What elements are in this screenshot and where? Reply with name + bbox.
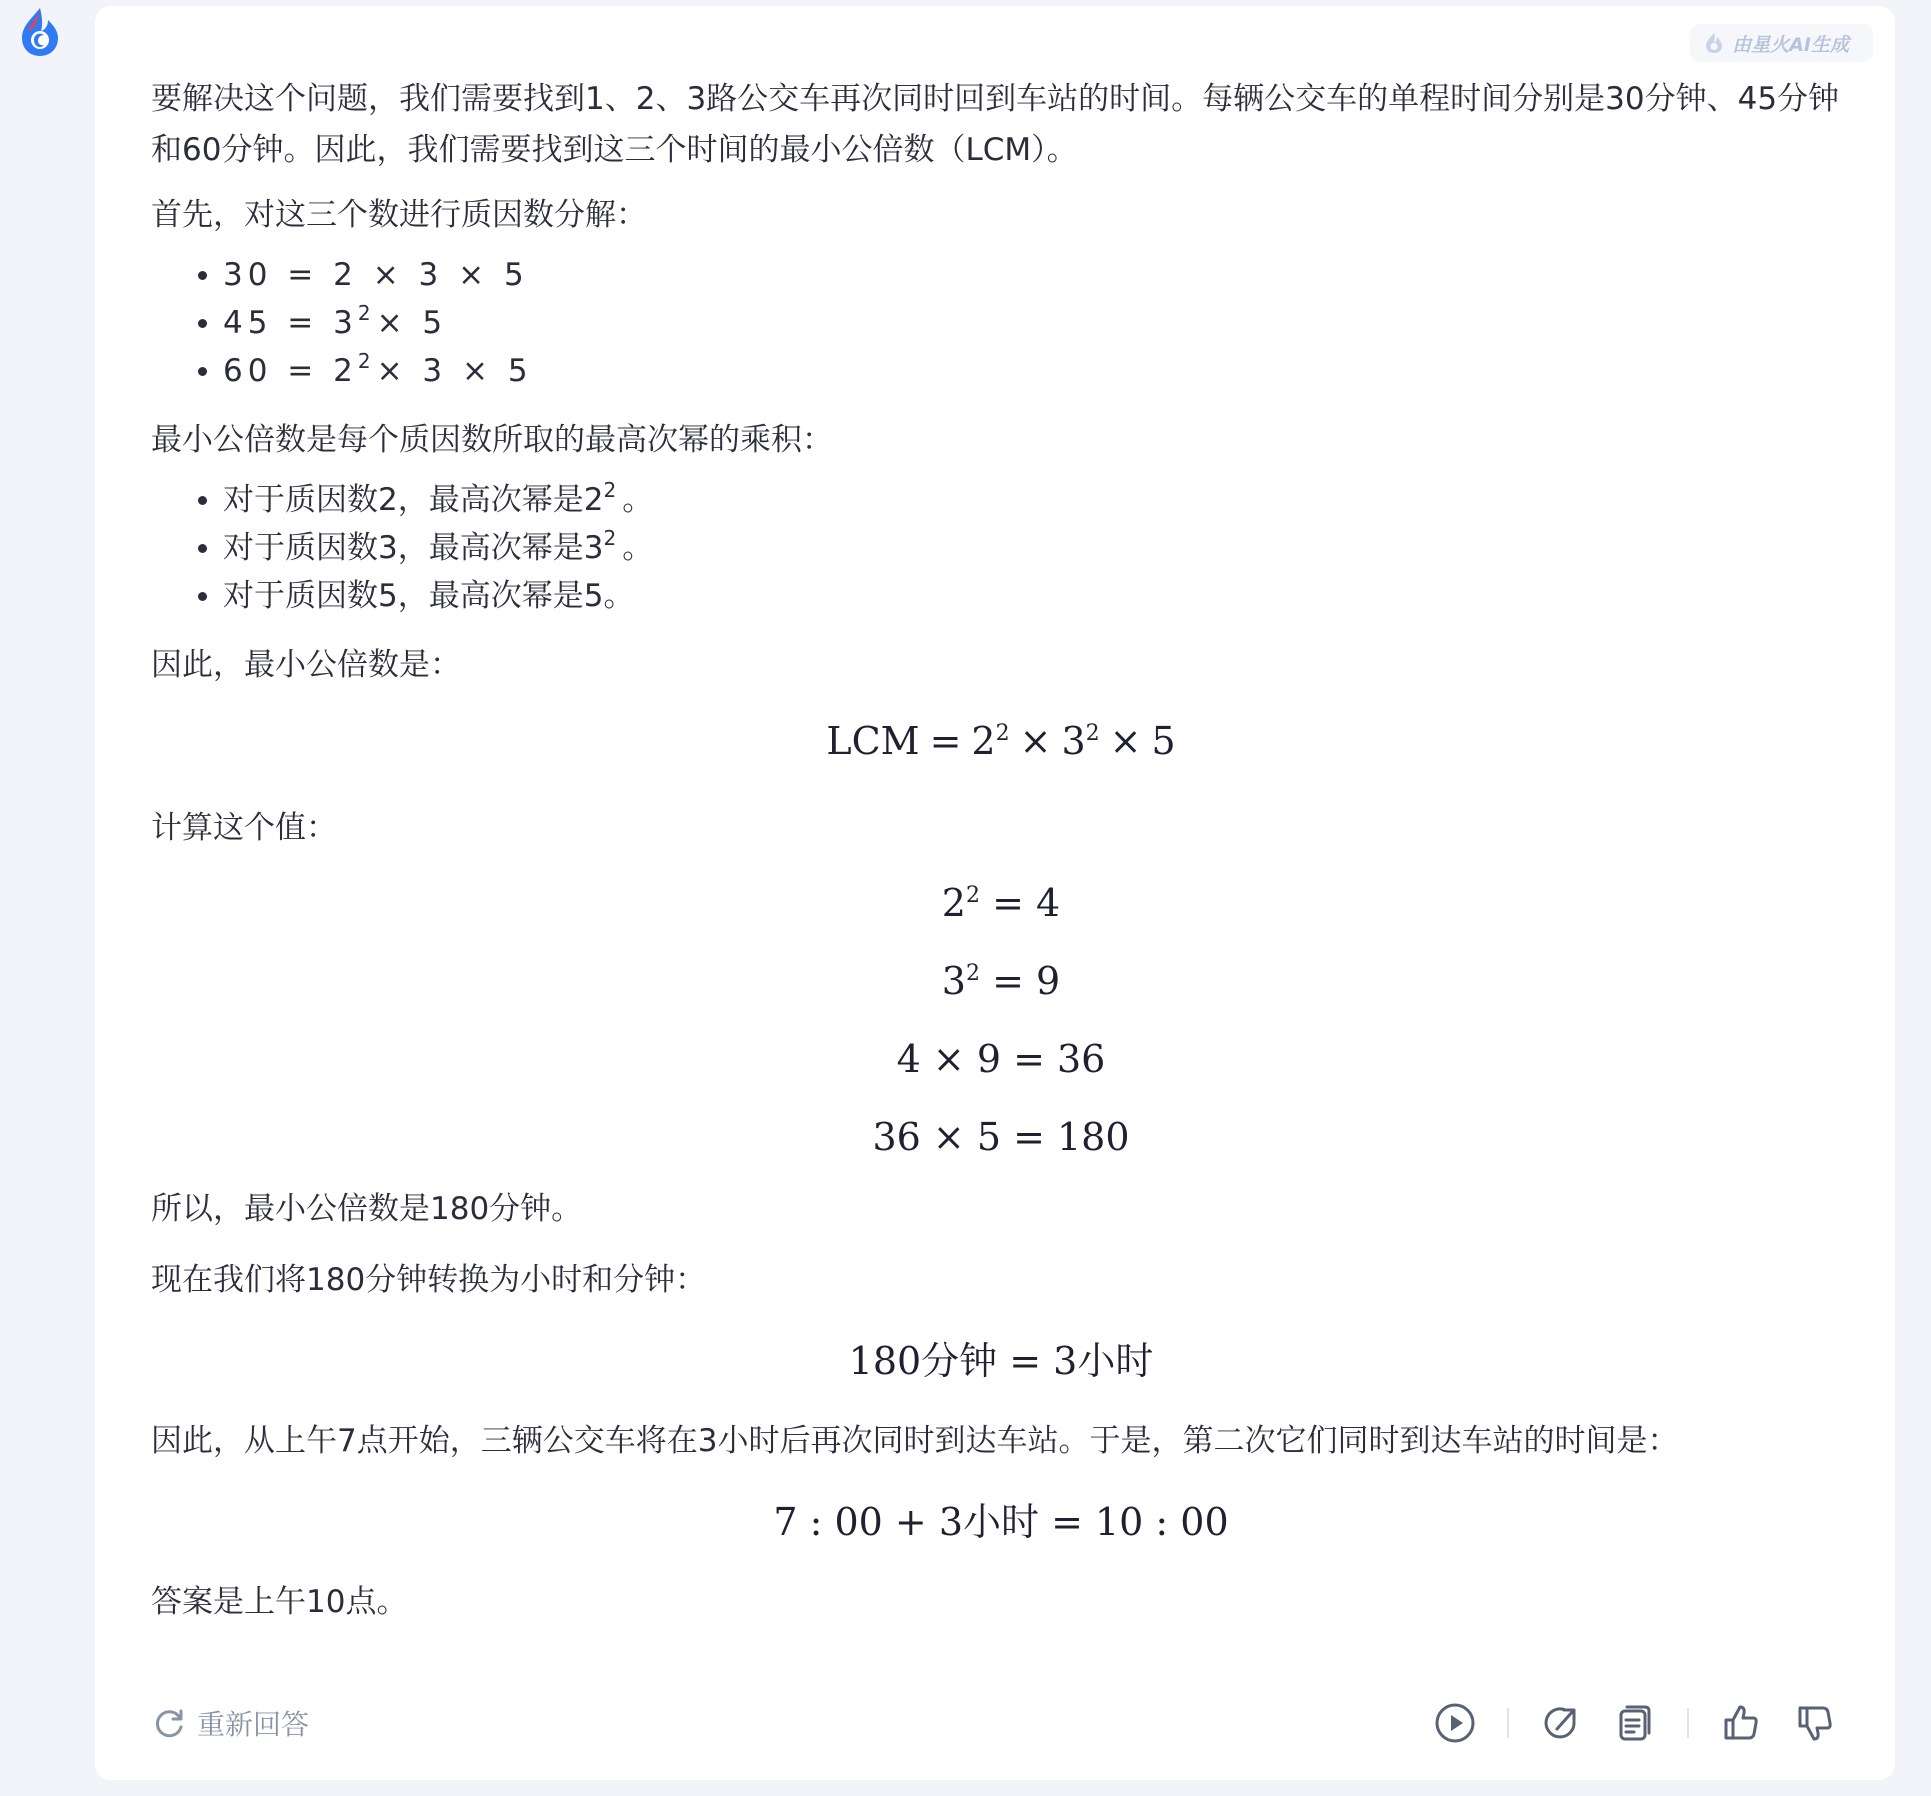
factor-list [151,251,1851,395]
therefore-lcm-text: 因此，最小公倍数是： [151,647,461,683]
like-button[interactable] [1717,1699,1765,1747]
convert-formula: 180分钟 = 3小时 [848,1339,1154,1383]
list-item: 对于质因数3，最高次幂是$3^2$ 。 [151,524,1851,572]
ai-generated-label: 由星火AI生成 [1732,33,1849,56]
ai-generated-badge [1690,24,1873,62]
calc-block [151,864,1851,1176]
assistant-avatar [14,6,66,58]
list-item: $45 = 3^2 \times 5$ [151,299,1851,347]
factor-heading: 首先，对这三个数进行质因数分解： [151,197,647,233]
thumbs-up-icon [1720,1702,1762,1744]
intro-paragraph: 要解决这个问题，我们需要找到1、2、3路公交车再次同时回到车站的时间。每辆公交车的单程时间分别是30分钟、45分钟和60分钟。因此，我们需要找到这三个时间的最小公倍数（LCM）。 [151,81,1840,168]
compute-heading: 计算这个值： [151,810,337,846]
answer-content [151,74,1851,1648]
conclusion-paragraph: 因此，从上午7点开始，三辆公交车将在3小时后再次同时到达车站。于是，第二次它们同时到达车站的时间是： [151,1423,1679,1459]
copy-button[interactable] [1611,1699,1659,1747]
share-icon [1540,1702,1582,1744]
regenerate-button[interactable] [151,1703,309,1743]
calc-line: 4 × 9 = 36 [896,1037,1106,1081]
play-button[interactable] [1431,1699,1479,1747]
list-item: 30 = 2 × 3 × 5 [151,251,1851,299]
lcm-formula: LCM = $2^2 \times 3^2 \times 5$ [826,719,1176,763]
time-formula: 7 : 00 + 3小时 = 10 : 00 [773,1500,1229,1544]
thumbs-down-icon [1794,1702,1836,1744]
answer-actions [1431,1699,1839,1747]
play-icon [1434,1702,1476,1744]
lcm-heading: 最小公倍数是每个质因数所取的最高次幂的乘积： [151,422,833,458]
dislike-button[interactable] [1791,1699,1839,1747]
list-item: $60 = 2^2 \times 3 \times 5$ [151,347,1851,395]
divider [1687,1708,1689,1738]
regenerate-label: 重新回答 [197,1708,310,1741]
calc-line: 36 × 5 = 180 [872,1115,1130,1159]
divider [1507,1708,1509,1738]
list-item: 对于质因数5，最高次幂是5。 [151,572,1851,620]
refresh-icon [151,1705,187,1741]
share-button[interactable] [1537,1699,1585,1747]
convert-heading: 现在我们将180分钟转换为小时和分钟： [151,1262,707,1298]
final-answer: 答案是上午10点。 [151,1584,408,1620]
calc-line: $2^2 = 4$ [941,881,1061,925]
answer-footer [151,1698,1839,1748]
answer-card [95,6,1895,1780]
list-item: 对于质因数2，最高次幂是$2^2$ 。 [151,476,1851,524]
power-list [151,476,1851,620]
calc-line: $3^2 = 9$ [941,959,1061,1003]
lcm-result: 所以，最小公倍数是180分钟。 [151,1191,583,1227]
spark-flame-icon [1704,32,1724,54]
copy-icon [1614,1702,1656,1744]
spark-logo-icon [14,6,66,58]
